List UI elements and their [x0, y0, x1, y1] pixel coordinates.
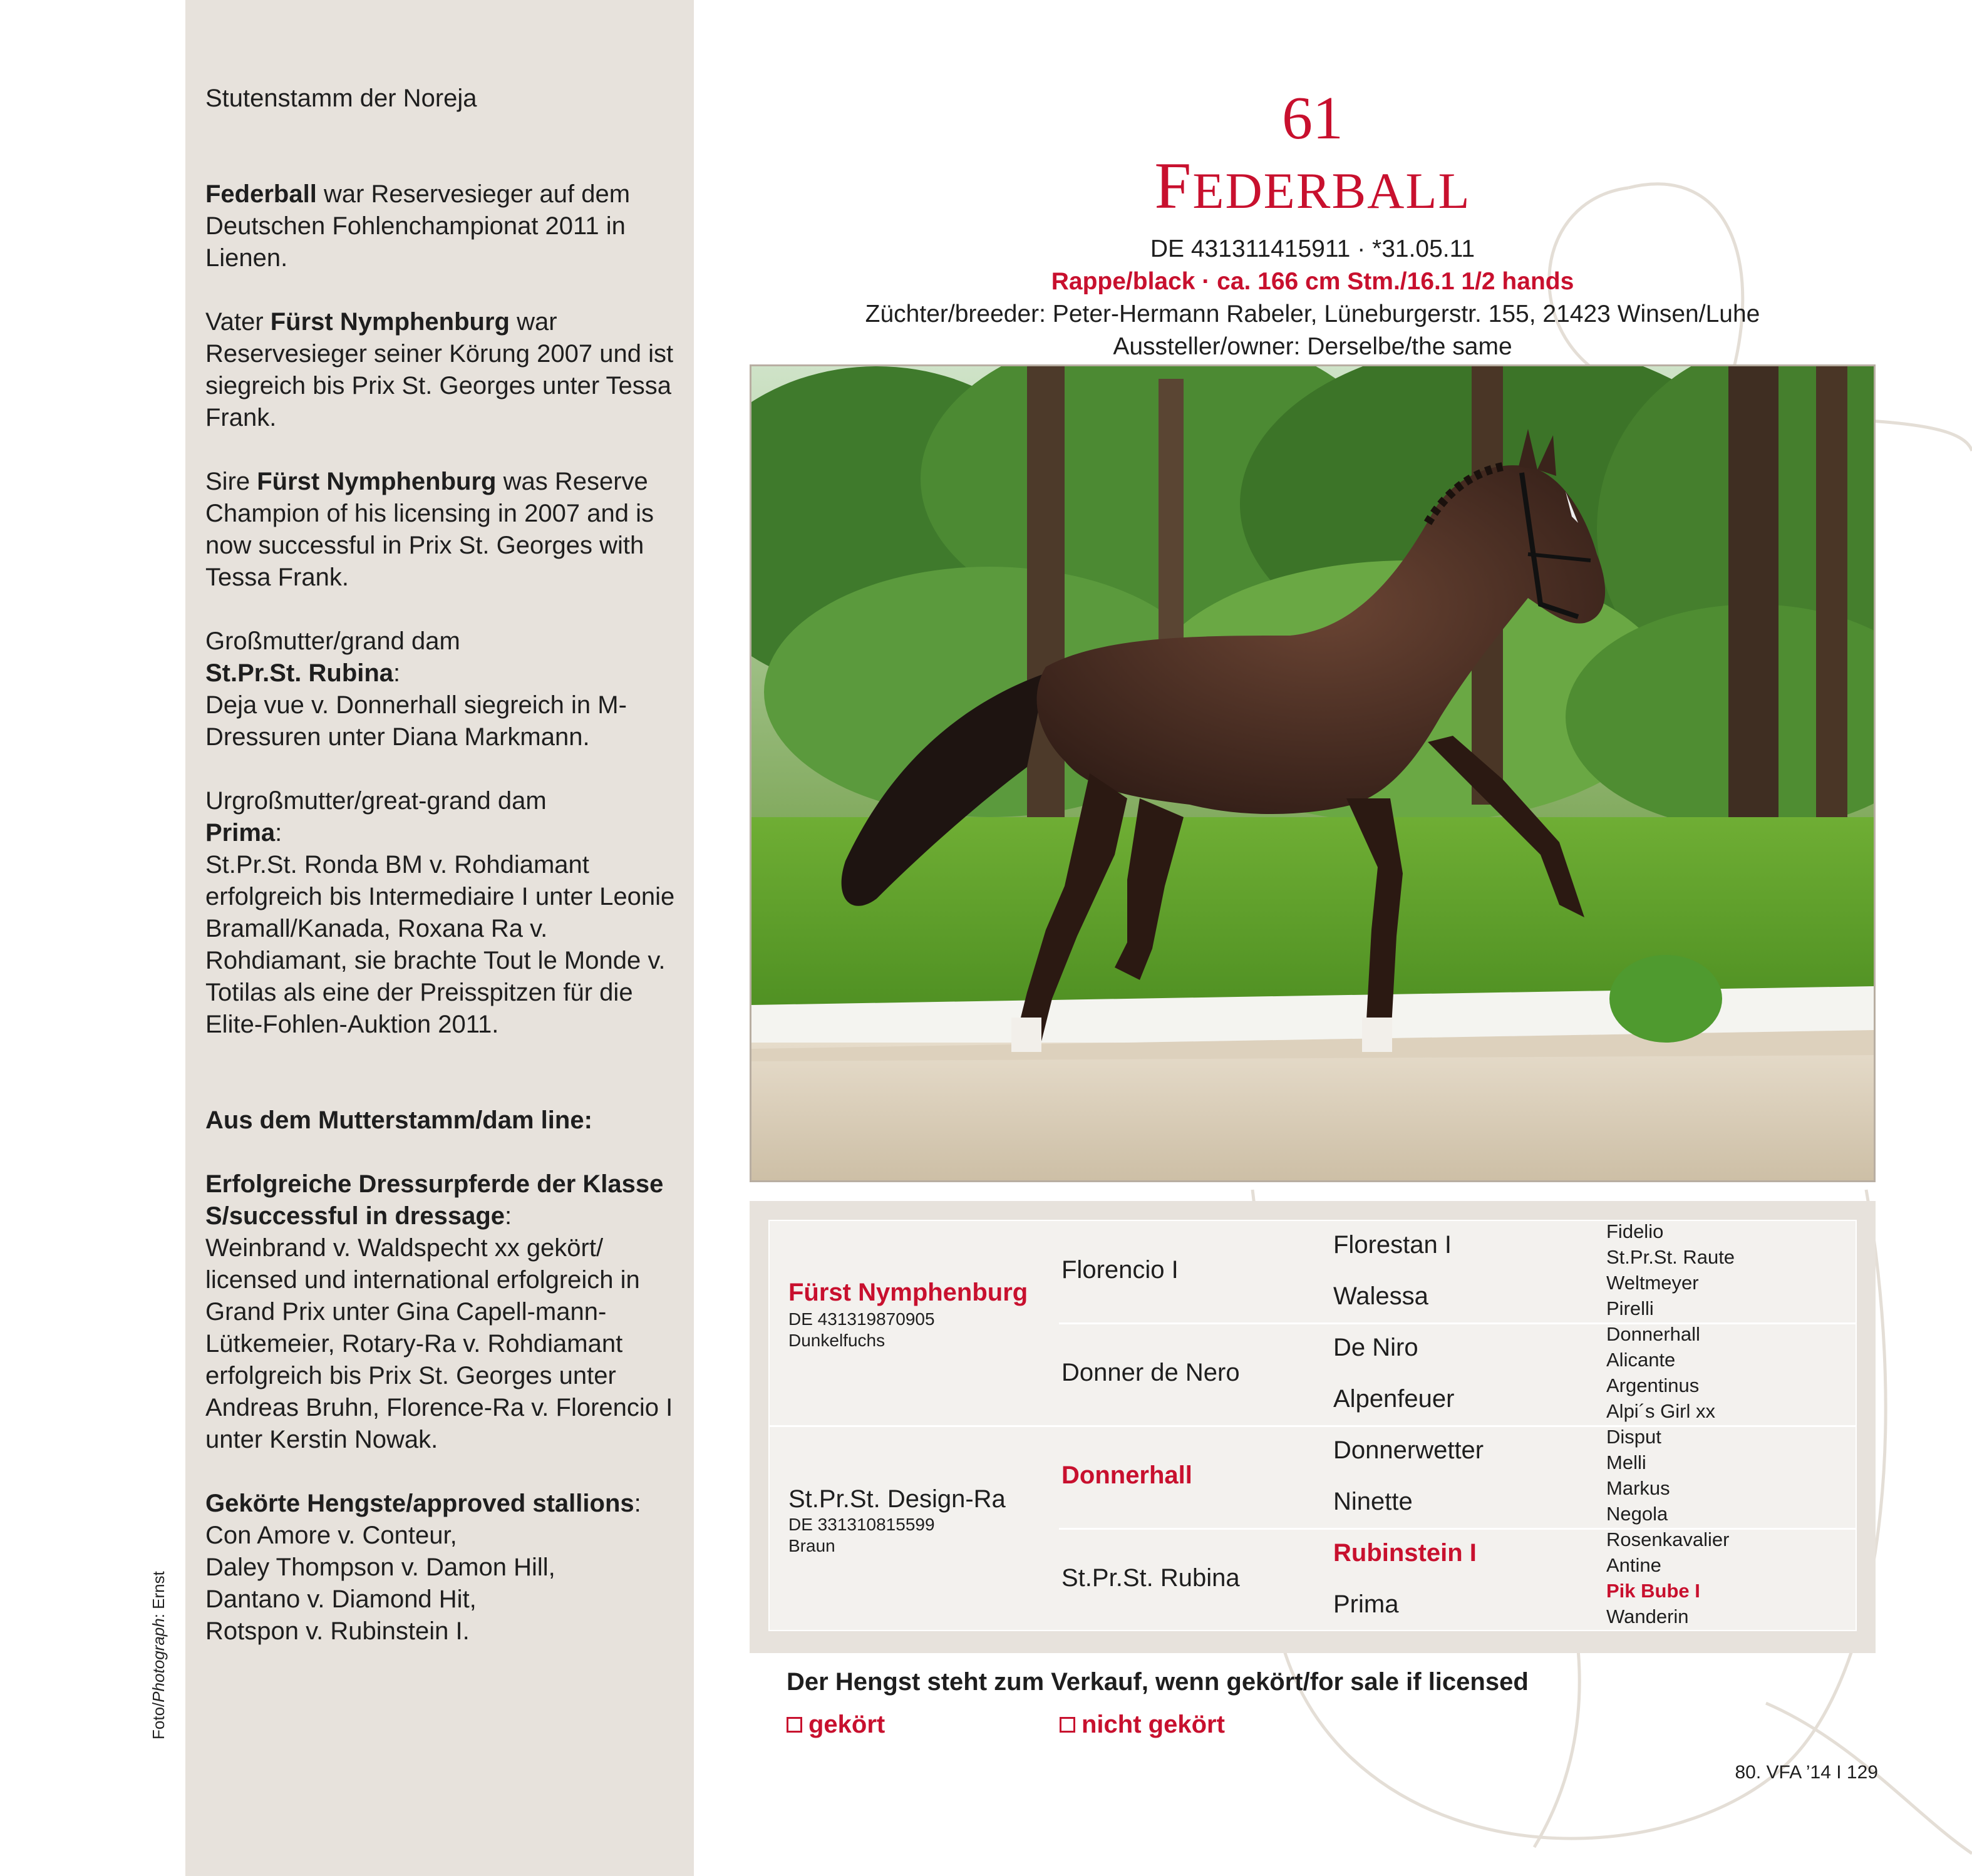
page-folio: 80. VFA ’14 I 129 — [1735, 1762, 1878, 1783]
gen4-ancestor: Pirelli — [1606, 1297, 1654, 1319]
stallion-line: Daley Thompson v. Damon Hill, — [205, 1554, 555, 1581]
gen4-ancestor: Melli — [1606, 1451, 1646, 1473]
sire-registration: DE 431319870905 — [788, 1309, 935, 1329]
lot-header — [749, 85, 1876, 363]
dam-color: Braun — [788, 1536, 835, 1555]
dam-registration: DE 331310815599 — [788, 1515, 935, 1534]
color-size-line: Rappe/black · ca. 166 cm Stm./16.1 1/2 hands — [1051, 268, 1574, 295]
paragraph-foal-championship: Federball war Reservesieger auf dem Deutschen Fohlenchampionat 2011 in Lienen. — [205, 180, 631, 272]
sidebar-text — [205, 83, 681, 1647]
owner-line: Aussteller/owner: Derselbe/the same — [1113, 333, 1512, 360]
gen4-ancestor: Rosenkavalier — [1606, 1528, 1730, 1550]
photo-credit: Foto/Photograph: Ernst — [149, 1571, 168, 1739]
gen4-ancestor: Pik Bube I — [1606, 1580, 1700, 1602]
pedigree-panel — [750, 1201, 1876, 1653]
paragraph-grand-dam: Großmutter/grand dam St.Pr.St. Rubina: Deja vue v. Donnerhall siegreich in M-Dressuren unter Diana Markmann. — [205, 627, 627, 751]
registration-line: DE 431311415911 · *31.05.11 — [1150, 235, 1475, 262]
lot-number: 61 — [1282, 85, 1343, 152]
paragraph-great-grand-dam: Urgroßmutter/great-grand dam Prima: St.Pr.St. Ronda BM v. Rohdiamant erfolgreich bis Intermediaire I unter Leonie Bramall/Kanada, Roxana Ra v. Rohdiamant, sie brachte Tout le Monde v. Totilas als eine der Preisspitzen für die Elite-Fohlen-Auktion 2011. — [205, 787, 675, 1038]
gen4-ancestor: Wanderin — [1606, 1605, 1689, 1627]
checkbox-icon[interactable] — [1060, 1717, 1075, 1733]
dam-name: St.Pr.St. Design-Ra — [788, 1485, 1006, 1513]
gen4-ancestor: Fidelio — [1606, 1220, 1664, 1242]
gen4-ancestor: Alpi´s Girl xx — [1606, 1400, 1715, 1422]
gen3-ancestor: Donnerwetter — [1333, 1436, 1484, 1464]
horse-photo — [750, 364, 1876, 1182]
pedigree-table — [768, 1220, 1857, 1631]
gen4-ancestor: Negola — [1606, 1503, 1668, 1525]
stallion-line: Dantano v. Diamond Hit, — [205, 1585, 477, 1613]
gen4-ancestor: St.Pr.St. Raute — [1606, 1246, 1735, 1268]
paragraph-approved-stallions: Gekörte Hengste/approved stallions: Con Amore v. Conteur, Daley Thompson v. Damon Hill, Dantano v. Diamond Hit, Rotspon v. Rubinstein I. — [205, 1490, 641, 1645]
sire-name: Fürst Nymphenburg — [788, 1279, 1028, 1306]
breeder-line: Züchter/breeder: Peter-Hermann Rabeler, Lüneburgerstr. 155, 21423 Winsen/Luhe — [865, 301, 1760, 327]
gen4-ancestor: Alicante — [1606, 1349, 1676, 1371]
gen4-ancestor: Disput — [1606, 1426, 1661, 1448]
option-not-licensed[interactable]: nicht gekört — [1060, 1711, 1225, 1739]
granddam-paternal: Donner de Nero — [1061, 1359, 1240, 1386]
grandsire-maternal: Donnerhall — [1061, 1461, 1192, 1489]
granddam-maternal: St.Pr.St. Rubina — [1061, 1564, 1240, 1592]
paragraph-sire-english: Sire Fürst Nymphenburg was Reserve Champion of his licensing in 2007 and is now successful in Prix St. Georges with Tessa Frank. — [205, 468, 654, 591]
checkbox-icon[interactable] — [787, 1717, 802, 1733]
dam-line-title: Stutenstamm der Noreja — [205, 85, 477, 112]
dam-line-heading: Aus dem Mutterstamm/dam line: — [205, 1106, 592, 1134]
sire-color: Dunkelfuchs — [788, 1331, 885, 1350]
stallion-line: Rotspon v. Rubinstein I. — [205, 1617, 470, 1645]
gen3-ancestor: Rubinstein I — [1333, 1539, 1477, 1567]
gen4-ancestor: Antine — [1606, 1554, 1661, 1576]
gen3-ancestor: Florestan I — [1333, 1231, 1452, 1259]
gen4-ancestor: Weltmeyer — [1606, 1272, 1699, 1294]
horse-name: FEDERBALL — [1154, 149, 1471, 222]
gen4-ancestor: Donnerhall — [1606, 1323, 1700, 1345]
gen3-ancestor: Prima — [1333, 1590, 1399, 1618]
gen3-ancestor: Ninette — [1333, 1488, 1413, 1515]
stallion-line: Con Amore v. Conteur, — [205, 1522, 457, 1549]
gen4-ancestor: Argentinus — [1606, 1374, 1700, 1396]
option-licensed[interactable]: gekört — [787, 1711, 885, 1739]
paragraph-dressage-horses: Erfolgreiche Dressurpferde der Klasse S/successful in dressage: Weinbrand v. Waldspecht xx gekört/ licensed und international erfolgreich in Grand Prix unter Gina Capell-mann-Lütkemeier, Rotary-Ra v. Rohdiamant erfolgreich bis Prix St. Georges unter Andreas Bruhn, Florence-Ra v. Florencio I unter Kerstin Nowak. — [205, 1170, 673, 1453]
grandsire-paternal: Florencio I — [1061, 1256, 1179, 1284]
gen3-ancestor: Alpenfeuer — [1333, 1385, 1455, 1413]
gen3-ancestor: Walessa — [1333, 1282, 1428, 1310]
sidebar — [185, 0, 694, 1876]
horse-photo-illustration — [751, 366, 1874, 1180]
gen3-ancestor: De Niro — [1333, 1334, 1418, 1361]
paragraph-sire-german: Vater Fürst Nymphenburg war Reservesieger seiner Körung 2007 und ist siegreich bis Prix St. Georges unter Tessa Frank. — [205, 308, 674, 431]
gen4-ancestor: Markus — [1606, 1477, 1670, 1499]
sale-note: Der Hengst steht zum Verkauf, wenn gekört/for sale if licensed — [787, 1668, 1529, 1696]
